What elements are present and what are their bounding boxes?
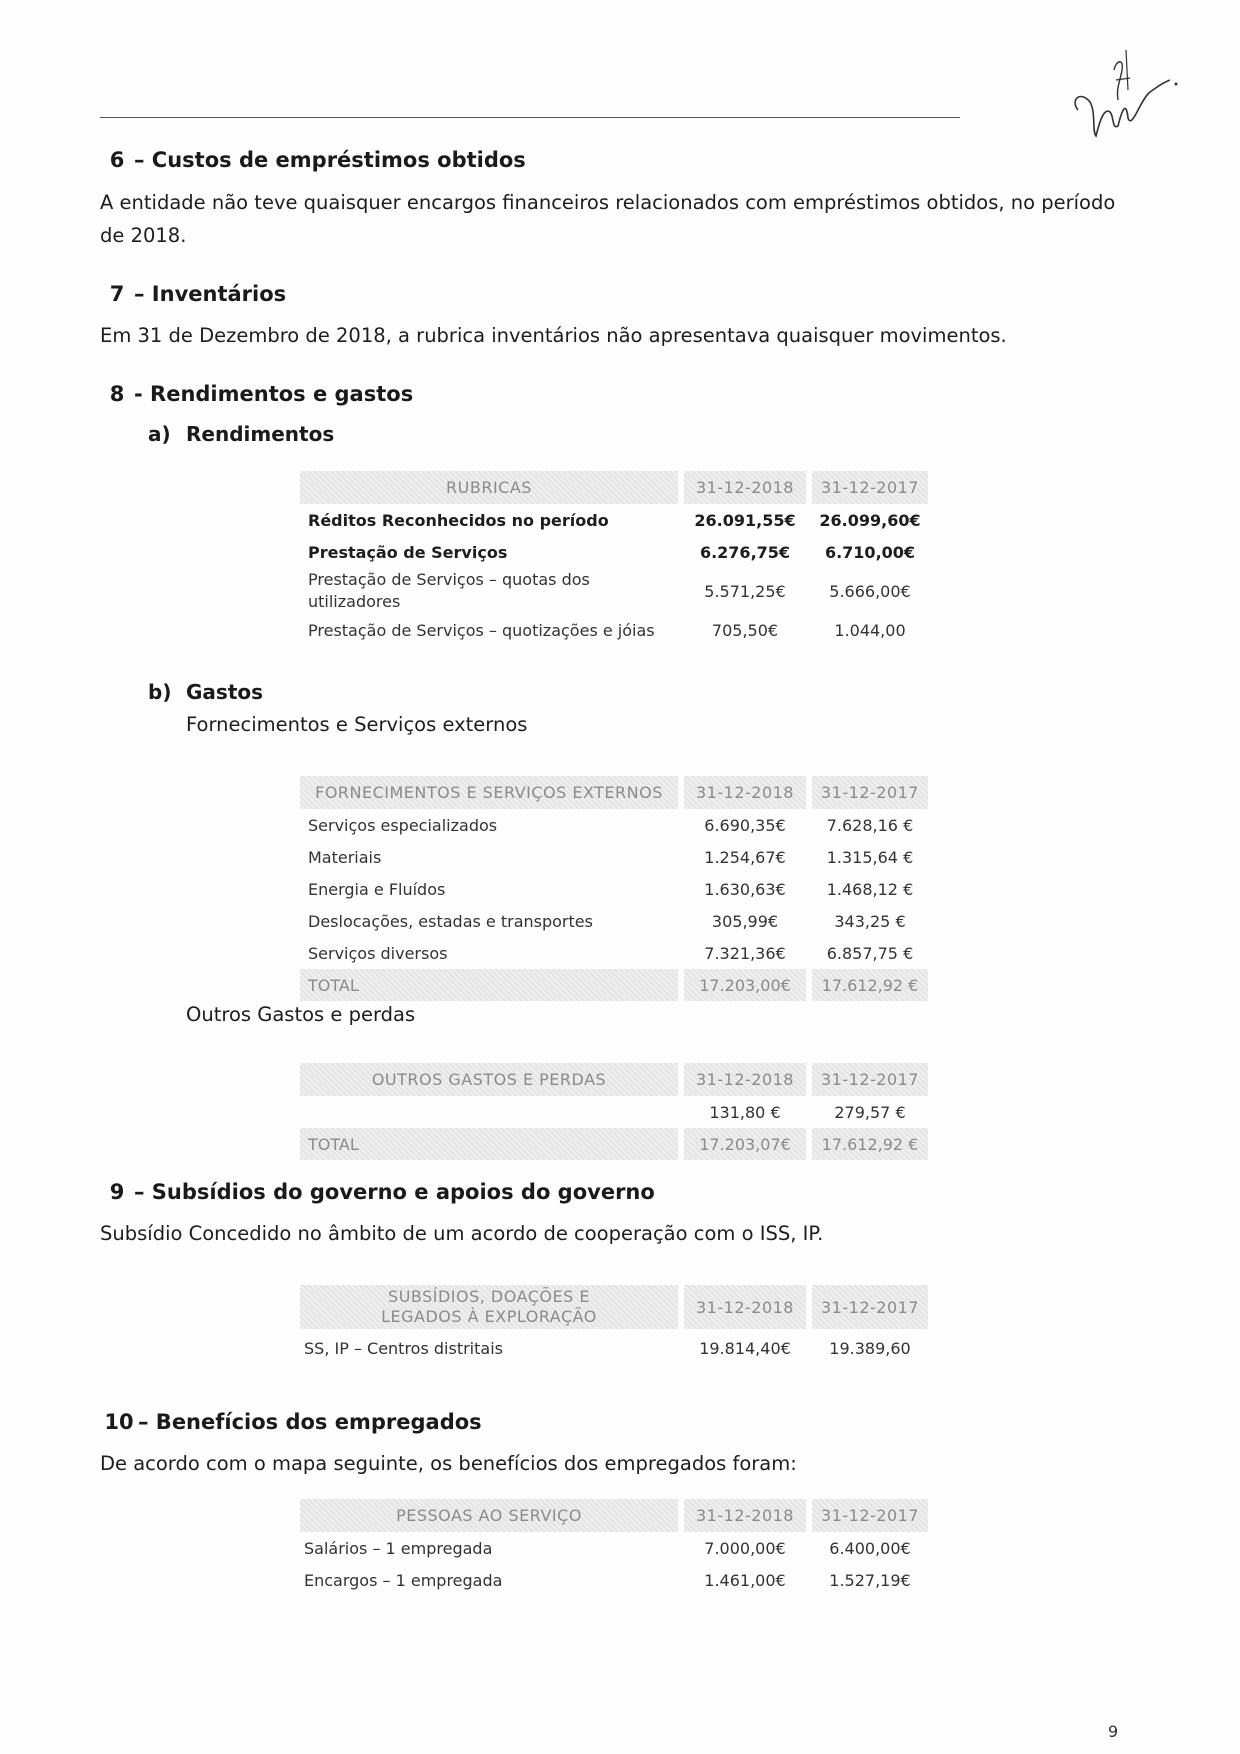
section-8-number: 8 (109, 382, 125, 406)
column-header: RUBRICAS (300, 471, 678, 504)
column-header: 31-12-2017 (812, 776, 928, 809)
section-7-body: Em 31 de Dezembro de 2018, a rubrica inventários não apresentava quaisquer movimentos. (100, 324, 1007, 347)
row-label: Deslocações, estadas e transportes (308, 911, 593, 931)
outros-gastos-table (300, 1063, 928, 1160)
cell-value: 26.091,55€ (694, 510, 796, 530)
section-6-heading (100, 148, 526, 172)
cell-value: 131,80 € (709, 1102, 781, 1122)
table-row (300, 1096, 928, 1128)
column-header: 31-12-2017 (812, 1063, 928, 1096)
subsidios-table (300, 1285, 928, 1367)
section-10-title: – Benefícios dos empregados (138, 1410, 482, 1434)
section-7-title: – Inventários (134, 282, 287, 306)
section-9-title: – Subsídios do governo e apoios do governo (134, 1180, 655, 1204)
table-row (300, 536, 928, 568)
cell-value: 1.630,63€ (704, 879, 786, 899)
row-label: Réditos Reconhecidos no período (308, 510, 609, 530)
subsection-a-heading (148, 422, 334, 446)
cell-value: 279,57 € (834, 1102, 906, 1122)
cell-value: 6.857,75 € (826, 943, 914, 963)
column-header: 31-12-2018 (684, 1063, 806, 1096)
subsection-a-label: a) (148, 422, 171, 446)
total-label: TOTAL (300, 1128, 678, 1160)
row-label: Prestação de Serviços – quotizações e jóias (308, 620, 655, 640)
cell-value: 5.571,25€ (704, 581, 786, 601)
row-label: Prestação de Serviços (308, 542, 508, 562)
total-value: 17.612,92 € (812, 969, 928, 1001)
column-header: FORNECIMENTOS E SERVIÇOS EXTERNOS (300, 776, 678, 809)
cell-value: 6.710,00€ (824, 542, 916, 562)
page-number: 9 (1108, 1722, 1119, 1741)
table-header (300, 1499, 928, 1532)
total-row (300, 1128, 928, 1160)
subsection-b-heading (148, 680, 263, 704)
column-header: 31-12-2018 (684, 776, 806, 809)
table-row (300, 809, 928, 841)
table-row (300, 841, 928, 873)
cell-value: 1.254,67€ (704, 847, 786, 867)
subsection-a-title: Rendimentos (186, 422, 335, 446)
table-row (300, 504, 928, 536)
cell-value: 7.321,36€ (704, 943, 786, 963)
row-label: Materiais (308, 847, 382, 867)
header-rule (100, 117, 960, 118)
section-10-heading (100, 1410, 482, 1434)
section-6-body: A entidade não teve quaisquer encargos financeiros relacionados com empréstimos obtidos, no período de 2018. (100, 191, 1116, 247)
section-10-number: 10 (104, 1410, 134, 1434)
column-header: OUTROS GASTOS E PERDAS (300, 1063, 678, 1096)
table-row (300, 1532, 928, 1564)
row-label: Serviços diversos (308, 943, 448, 963)
row-label: Energia e Fluídos (308, 879, 446, 899)
column-header: PESSOAS AO SERVIÇO (300, 1499, 678, 1532)
row-label: Serviços especializados (308, 815, 498, 835)
total-value: 17.203,00€ (684, 969, 806, 1001)
table-header (300, 471, 928, 504)
section-7-number: 7 (109, 282, 125, 306)
subsection-b-label: b) (148, 680, 172, 704)
section-6-number: 6 (109, 148, 125, 172)
cell-value: 6.400,00€ (829, 1538, 911, 1558)
row-label: Salários – 1 empregada (304, 1538, 493, 1558)
table-row (300, 937, 928, 969)
column-header: 31-12-2018 (684, 1285, 806, 1329)
subsection-b-title: Gastos (186, 680, 264, 704)
section-6-title: – Custos de empréstimos obtidos (134, 148, 526, 172)
cell-value: 5.666,00€ (829, 581, 911, 601)
table-row (300, 873, 928, 905)
row-label: Encargos – 1 empregada (304, 1570, 503, 1590)
cell-value: 6.690,35€ (704, 815, 786, 835)
section-9-body: Subsídio Concedido no âmbito de um acordo de cooperação com o ISS, IP. (100, 1222, 824, 1245)
column-header: 31-12-2018 (684, 471, 806, 504)
handwritten-signature (1070, 40, 1210, 150)
table-row (300, 905, 928, 937)
table-row (300, 1329, 928, 1367)
section-8-heading (100, 382, 413, 406)
rendimentos-table (300, 471, 928, 646)
row-label: Prestação de Serviços – quotas dos utilizadores (308, 570, 590, 611)
cell-value: 19.389,60 (829, 1338, 911, 1358)
row-label: SS, IP – Centros distritais (304, 1338, 503, 1358)
column-header: SUBSÍDIOS, DOAÇÕES E LEGADOS À EXPLORAÇÃO (300, 1285, 678, 1329)
cell-value: 7.628,16 € (826, 815, 914, 835)
pessoas-table (300, 1499, 928, 1596)
total-value: 17.612,92 € (812, 1128, 928, 1160)
cell-value: 1.315,64 € (826, 847, 914, 867)
table-row (300, 614, 928, 646)
cell-value: 1.468,12 € (826, 879, 914, 899)
table-header (300, 1285, 928, 1329)
column-header: 31-12-2017 (812, 471, 928, 504)
total-label: TOTAL (300, 969, 678, 1001)
cell-value: 7.000,00€ (704, 1538, 786, 1558)
section-9-number: 9 (109, 1180, 125, 1204)
total-row (300, 969, 928, 1001)
cell-value: 343,25 € (834, 911, 906, 931)
cell-value: 26.099,60€ (819, 510, 921, 530)
cell-value: 305,99€ (711, 911, 779, 931)
ogp-caption: Outros Gastos e perdas (186, 1003, 416, 1026)
cell-value: 1.461,00€ (704, 1570, 786, 1590)
table-row (300, 568, 928, 614)
cell-value: 1.044,00 (834, 620, 906, 640)
section-7-heading (100, 282, 286, 306)
fse-caption: Fornecimentos e Serviços externos (186, 713, 528, 736)
section-9-heading (100, 1180, 655, 1204)
table-header (300, 776, 928, 809)
total-value: 17.203,07€ (684, 1128, 806, 1160)
column-header: 31-12-2017 (812, 1285, 928, 1329)
section-10-body: De acordo com o mapa seguinte, os benefícios dos empregados foram: (100, 1452, 797, 1475)
column-header: 31-12-2018 (684, 1499, 806, 1532)
cell-value: 19.814,40€ (699, 1338, 791, 1358)
column-header: 31-12-2017 (812, 1499, 928, 1532)
section-8-title: - Rendimentos e gastos (134, 382, 414, 406)
fse-table (300, 776, 928, 1001)
table-header (300, 1063, 928, 1096)
cell-value: 705,50€ (711, 620, 779, 640)
row-label (300, 1096, 678, 1128)
cell-value: 1.527,19€ (829, 1570, 911, 1590)
table-row (300, 1564, 928, 1596)
cell-value: 6.276,75€ (699, 542, 791, 562)
